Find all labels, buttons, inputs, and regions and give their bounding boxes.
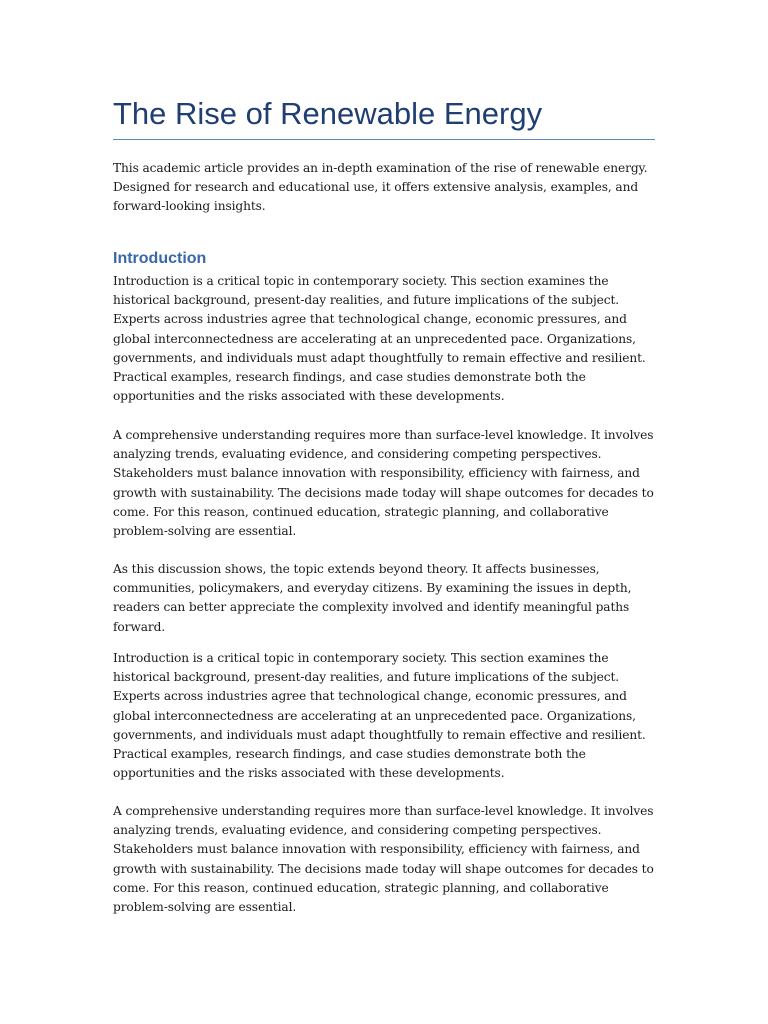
title-underline-divider: [113, 139, 655, 140]
document-title: The Rise of Renewable Energy: [113, 96, 543, 131]
body-paragraph: Introduction is a critical topic in contemporary society. This section examines the historical background, present-day realities, and future implications of the subject. Experts across industries agree that technological change, economic pressures, and global interconnectedness are accelerating at an unprecedented pace. Organizations, governments, and individuals must adapt thoughtfully to remain effective and resilient. Practical examples, research findings, and case studies demonstrate both the opportunities and the risks associated with these developments.: [113, 651, 646, 781]
abstract-paragraph: This academic article provides an in-depth examination of the rise of renewable energy. Designed for research and educational use, it offers extensive analysis, examples, and forward-looking insights.: [113, 161, 648, 214]
body-paragraph: As this discussion shows, the topic extends beyond theory. It affects businesses, communities, policymakers, and everyday citizens. By examining the issues in depth, readers can better appreciate the complexity involved and identify meaningful paths forward.: [113, 562, 632, 634]
body-paragraph: A comprehensive understanding requires more than surface-level knowledge. It involves analyzing trends, evaluating evidence, and considering competing perspectives. Stakeholders must balance innovation with responsibility, efficiency with fairness, and growth with sustainability. The decisions made today will shape outcomes for decades to come. For this reason, continued education, strategic planning, and collaborative problem-solving are essential.: [113, 804, 654, 915]
section-heading-introduction: Introduction: [113, 250, 207, 267]
body-paragraph: A comprehensive understanding requires more than surface-level knowledge. It involves analyzing trends, evaluating evidence, and considering competing perspectives. Stakeholders must balance innovation with responsibility, efficiency with fairness, and growth with sustainability. The decisions made today will shape outcomes for decades to come. For this reason, continued education, strategic planning, and collaborative problem-solving are essential.: [113, 428, 654, 539]
body-paragraph: Introduction is a critical topic in contemporary society. This section examines the historical background, present-day realities, and future implications of the subject. Experts across industries agree that technological change, economic pressures, and global interconnectedness are accelerating at an unprecedented pace. Organizations, governments, and individuals must adapt thoughtfully to remain effective and resilient. Practical examples, research findings, and case studies demonstrate both the opportunities and the risks associated with these developments.: [113, 274, 646, 404]
